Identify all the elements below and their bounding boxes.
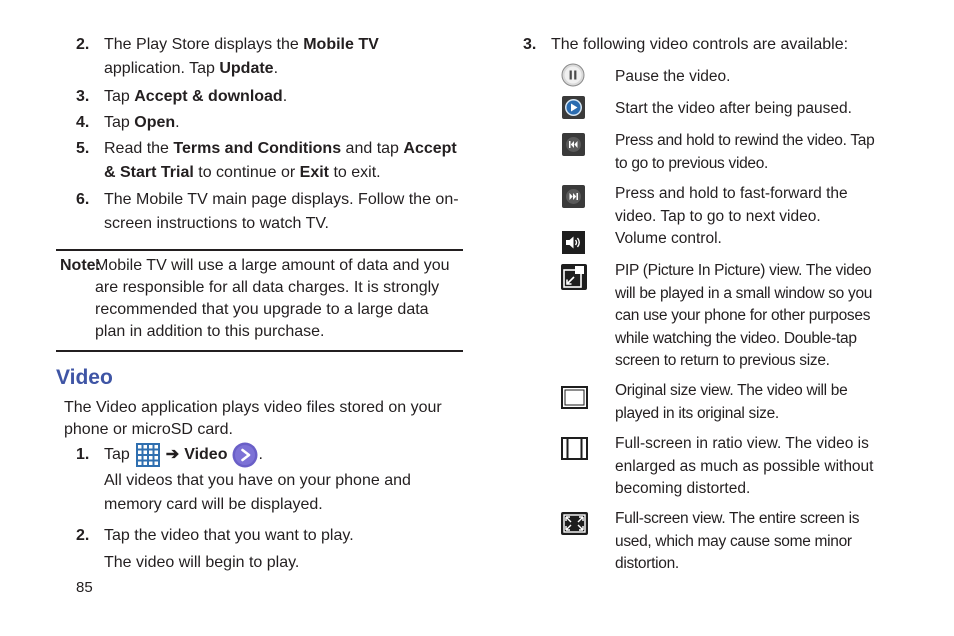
step-number: 4.: [76, 114, 90, 131]
ratio-fullscreen-icon[interactable]: [561, 437, 588, 465]
arrow-icon: ➔: [165, 446, 180, 463]
step-text-part: and tap: [341, 140, 404, 157]
control-volume-text: Volume control.: [615, 230, 722, 247]
note-bottom-rule: [56, 350, 463, 352]
control-forward-text: Press and hold to fast-forward the video. Tap to go to next video.: [615, 185, 848, 225]
step-1-number: 1.: [76, 446, 90, 463]
step-1-line: [104, 443, 263, 467]
fast-forward-icon[interactable]: [562, 185, 585, 213]
step-text-part: The Mobile TV main page displays. Follow the on-screen instructions to watch TV.: [104, 191, 459, 232]
step-text-part: .: [273, 60, 279, 77]
step-text-part: .: [282, 88, 288, 105]
play-icon[interactable]: [562, 96, 585, 124]
video-intro: The Video application plays video files stored on your phone or microSD card.: [64, 399, 442, 438]
step-text-part: Tap: [104, 88, 135, 105]
rewind-icon[interactable]: [562, 133, 585, 161]
control-play-text: Start the video after being paused.: [615, 100, 852, 117]
note-text: Mobile TV will use a large amount of data and you are responsible for all data charges. It is strongly recommended that you upgrade to a large data plan in addition to this purchase.: [95, 257, 450, 340]
page-number: 85: [76, 579, 93, 596]
step-text: [104, 85, 459, 109]
video-app-icon[interactable]: [232, 442, 258, 468]
step-text-part: .: [175, 114, 180, 131]
step-2-sub: The video will begin to play.: [104, 554, 300, 571]
step-2-number: 2.: [76, 527, 90, 544]
pip-icon[interactable]: [561, 264, 587, 295]
step-bold-term: Update: [219, 60, 274, 77]
control-ratio-text: Full-screen in ratio view. The video is enlarged as much as possible without becoming distorted.: [615, 435, 874, 497]
control-rewind-text: Press and hold to rewind the video. Tap to go to previous video.: [615, 132, 875, 172]
step-number: 5.: [76, 140, 90, 157]
pause-icon[interactable]: [561, 63, 585, 92]
step-number: 2.: [76, 36, 90, 53]
apps-icon[interactable]: [136, 443, 160, 467]
step-text: [104, 111, 459, 135]
step-bold-term: Mobile TV: [303, 36, 379, 53]
control-pip-text: PIP (Picture In Picture) view. The video will be played in a small window so you can use your phone for other purposes while watching the video. Double-tap screen to return to previous size.: [615, 262, 873, 369]
step-3-number: 3.: [523, 36, 537, 53]
step-1-tap: Tap: [104, 446, 130, 463]
step-2-text: Tap the video that you want to play.: [104, 527, 354, 544]
step-3-text: The following video controls are available:: [551, 36, 849, 53]
control-fullscreen-text: Full-screen view. The entire screen is used, which may cause some minor distortion.: [615, 510, 860, 572]
step-number: 6.: [76, 191, 90, 208]
step-1-sub: All videos that you have on your phone and memory card will be displayed.: [104, 472, 411, 513]
step-text: [104, 137, 459, 185]
step-text: [104, 33, 459, 81]
step-number: 3.: [76, 88, 90, 105]
step-text-part: Read the: [104, 140, 174, 157]
control-original-text: Original size view. The video will be played in its original size.: [615, 382, 848, 422]
section-title: Video: [56, 366, 113, 389]
note-label: Note:: [60, 257, 101, 274]
step-text: [104, 188, 459, 236]
volume-icon[interactable]: [562, 231, 585, 259]
step-text-part: to exit.: [329, 164, 381, 181]
note-top-rule: [56, 249, 463, 251]
step-bold-term: Accept & download: [134, 88, 283, 105]
step-text-part: to continue or: [193, 164, 300, 181]
original-size-icon[interactable]: [561, 386, 588, 414]
step-text-part: application. Tap: [104, 60, 220, 77]
control-pause-text: Pause the video.: [615, 68, 731, 85]
step-bold-term: Exit: [299, 164, 329, 181]
step-text-part: Tap: [104, 114, 135, 131]
step-1-end: .: [258, 446, 263, 463]
step-bold-term: Open: [134, 114, 176, 131]
step-bold-term: Accept & Start Trial: [104, 140, 457, 181]
step-1-target: Video: [184, 446, 228, 463]
step-bold-term: Terms and Conditions: [173, 140, 342, 157]
step-text-part: The Play Store displays the: [104, 36, 304, 53]
fullscreen-icon[interactable]: [561, 512, 588, 540]
